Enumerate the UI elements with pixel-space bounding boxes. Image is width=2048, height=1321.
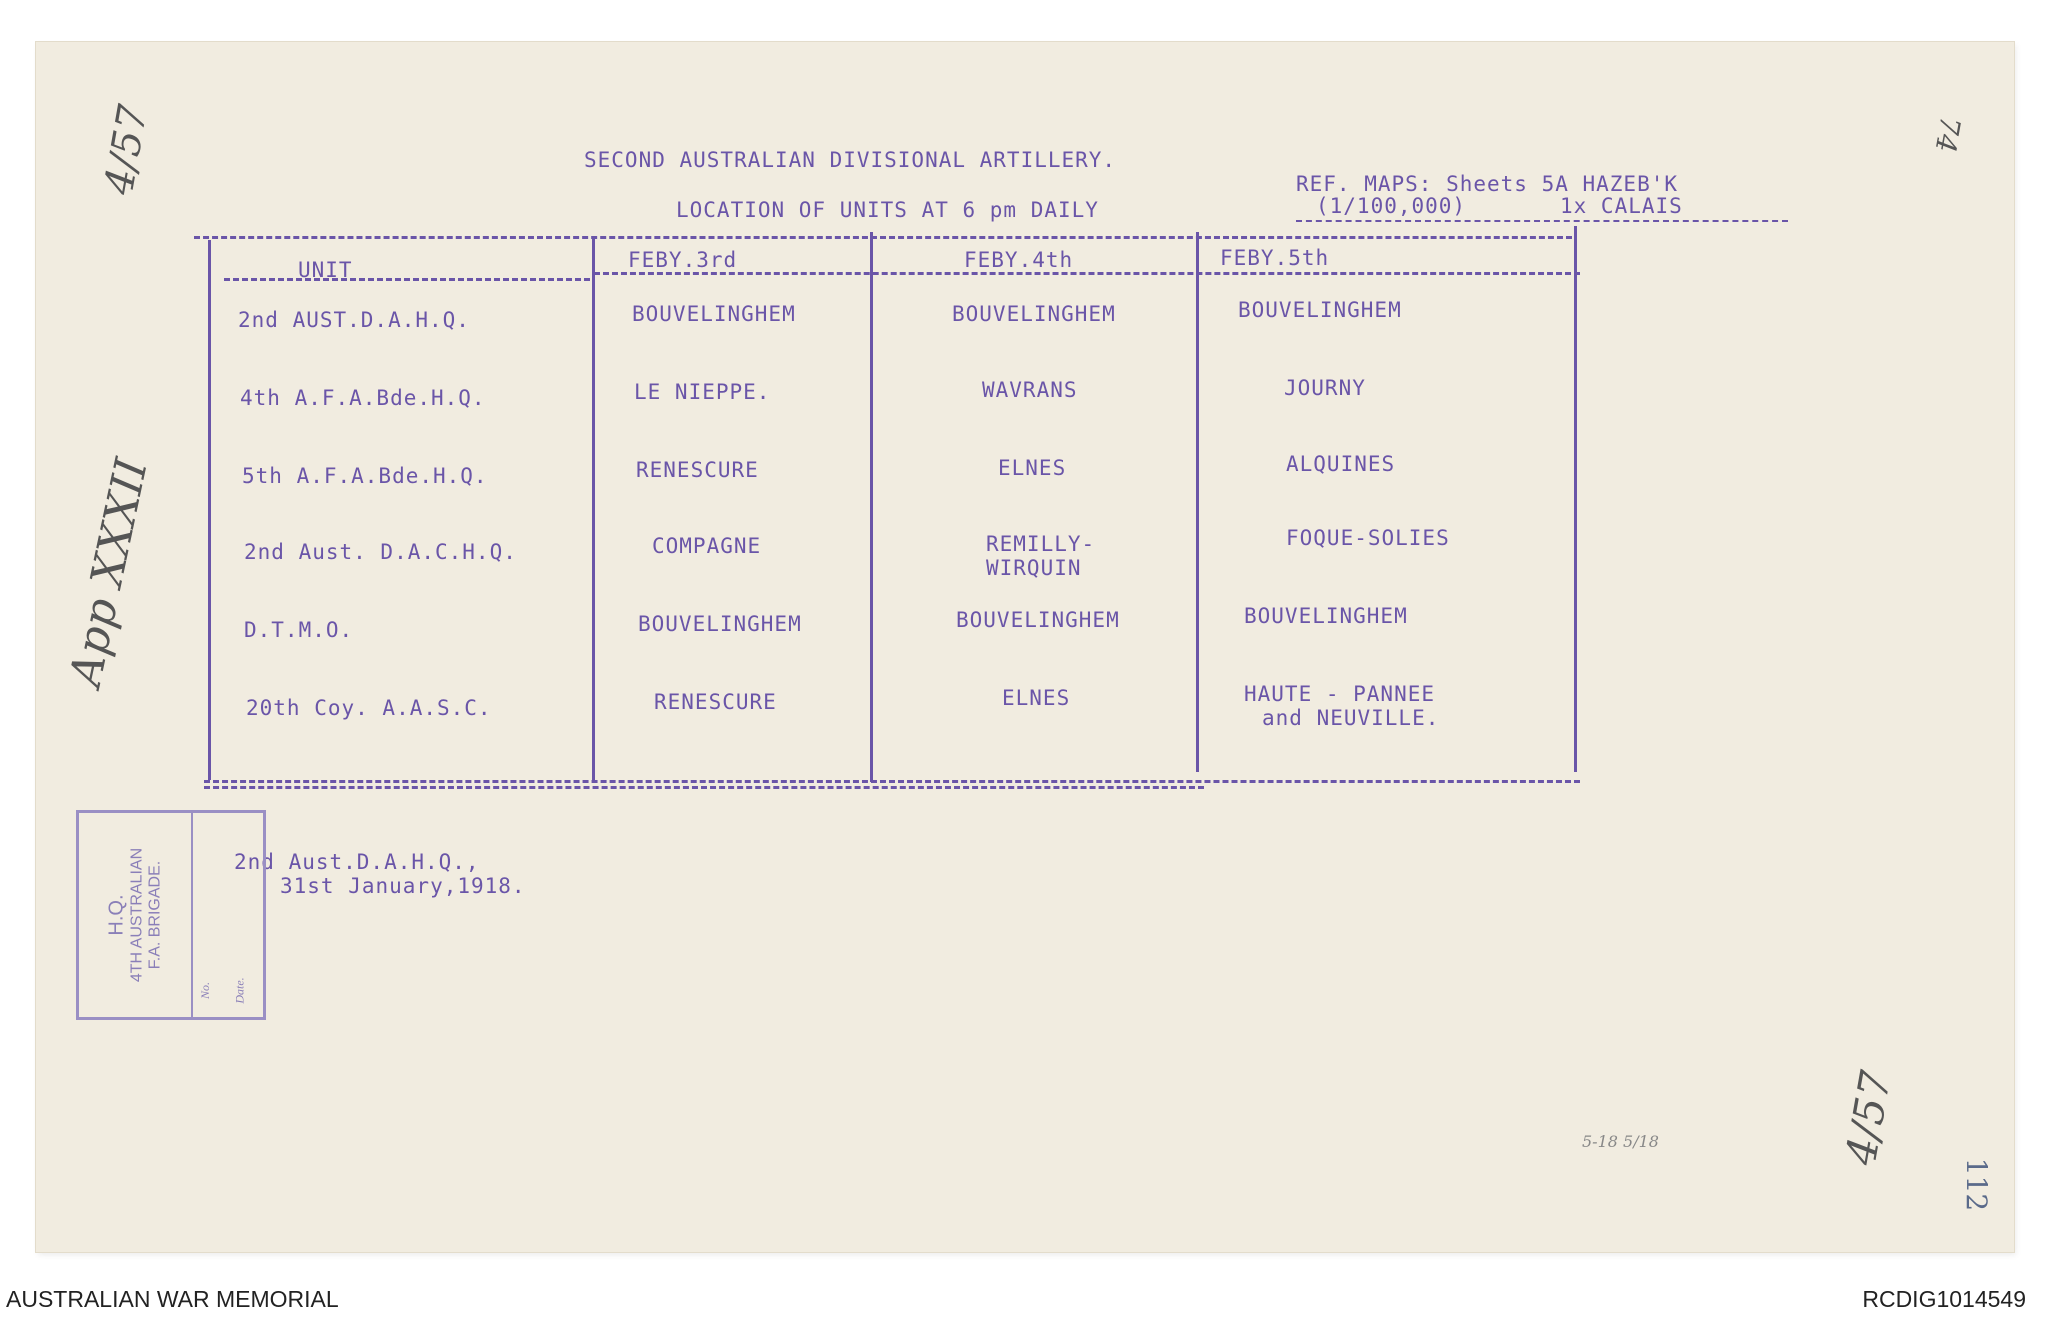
- table-row-unit: 4th A.F.A.Bde.H.Q.: [240, 386, 486, 410]
- table-cell: BOUVELINGHEM: [1244, 604, 1408, 628]
- table-cell: ELNES: [1002, 686, 1071, 710]
- table-cell: WIRQUIN: [986, 556, 1082, 580]
- document-subtitle: LOCATION OF UNITS AT 6 pm DAILY: [676, 198, 1099, 222]
- annotation-top-left: 4/57: [96, 101, 157, 198]
- table-left-border: [208, 240, 211, 780]
- annotation-top-right: 74: [1928, 114, 1968, 155]
- header-feb-4: FEBY.4th: [964, 248, 1074, 272]
- table-cell: BOUVELINGHEM: [956, 608, 1120, 632]
- table-col-divider-2: [870, 232, 873, 782]
- table-row-unit: 20th Coy. A.A.S.C.: [246, 696, 492, 720]
- table-cell: BOUVELINGHEM: [638, 612, 802, 636]
- document-title: SECOND AUSTRALIAN DIVISIONAL ARTILLERY.: [584, 148, 1117, 172]
- stamp-line-3: F.A. BRIGADE.: [146, 860, 164, 970]
- table-cell: ALQUINES: [1286, 452, 1396, 476]
- header-feb-3: FEBY.3rd: [628, 248, 738, 272]
- table-bottom-border-2: [204, 786, 1204, 789]
- stamp-line-2: 4TH AUSTRALIAN: [128, 847, 146, 983]
- annotation-left-margin: App XXXII: [60, 454, 158, 691]
- table-cell: REMILLY-: [986, 532, 1096, 556]
- document-paper: [36, 42, 2014, 1252]
- table-cell: BOUVELINGHEM: [1238, 298, 1402, 322]
- table-cell: RENESCURE: [654, 690, 777, 714]
- stamp-no-label: No.: [198, 981, 213, 1000]
- annotation-small-marks: 5-18 5/18: [1582, 1132, 1659, 1151]
- table-cell: RENESCURE: [636, 458, 759, 482]
- table-col-divider-3: [1196, 232, 1199, 772]
- table-cell: FOQUE-SOLIES: [1286, 526, 1450, 550]
- table-col-divider-1: [592, 236, 595, 782]
- table-row-unit: 2nd AUST.D.A.H.Q.: [238, 308, 470, 332]
- table-cell: ELNES: [998, 456, 1067, 480]
- table-cell: BOUVELINGHEM: [632, 302, 796, 326]
- annotation-bottom-right: 4/57: [1836, 1067, 1901, 1169]
- header-unit: UNIT: [298, 258, 353, 282]
- footer-left: AUSTRALIAN WAR MEMORIAL: [6, 1286, 339, 1312]
- ref-maps-line1: REF. MAPS: Sheets 5A HAZEB'K: [1296, 172, 1679, 196]
- ref-maps-line2: (1/100,000): [1316, 194, 1467, 218]
- table-row-unit: 5th A.F.A.Bde.H.Q.: [242, 464, 488, 488]
- table-right-border: [1574, 226, 1577, 772]
- footer-right: RCDIG1014549: [1862, 1286, 2026, 1312]
- table-row-unit: 2nd Aust. D.A.C.H.Q.: [244, 540, 517, 564]
- table-row-unit: D.T.M.O.: [244, 618, 354, 642]
- table-cell: WAVRANS: [982, 378, 1078, 402]
- table-bottom-border: [204, 780, 1580, 783]
- stamp-date-label: Date.: [232, 977, 247, 1004]
- unit-stamp: [76, 810, 266, 1020]
- table-top-border: [194, 236, 1572, 239]
- table-cell: COMPAGNE: [652, 534, 762, 558]
- table-header-rule-dates: [594, 272, 1580, 275]
- table-cell: HAUTE - PANNEE: [1244, 682, 1436, 706]
- signature-line-1: 2nd Aust.D.A.H.Q.,: [234, 850, 480, 874]
- stamp-line-1: H.Q.: [105, 894, 128, 936]
- table-cell: and NEUVILLE.: [1262, 706, 1440, 730]
- header-feb-5: FEBY.5th: [1220, 246, 1330, 270]
- table-cell: BOUVELINGHEM: [952, 302, 1116, 326]
- table-cell: JOURNY: [1284, 376, 1366, 400]
- ref-underline: [1296, 220, 1788, 222]
- annotation-page-number: 112: [1960, 1157, 1994, 1212]
- ref-maps-line2b: 1x CALAIS: [1560, 194, 1683, 218]
- table-header-rule-unit: [224, 278, 590, 281]
- stamp-divider: [191, 813, 193, 1017]
- table-cell: LE NIEPPE.: [634, 380, 771, 404]
- signature-line-2: 31st January,1918.: [280, 874, 526, 898]
